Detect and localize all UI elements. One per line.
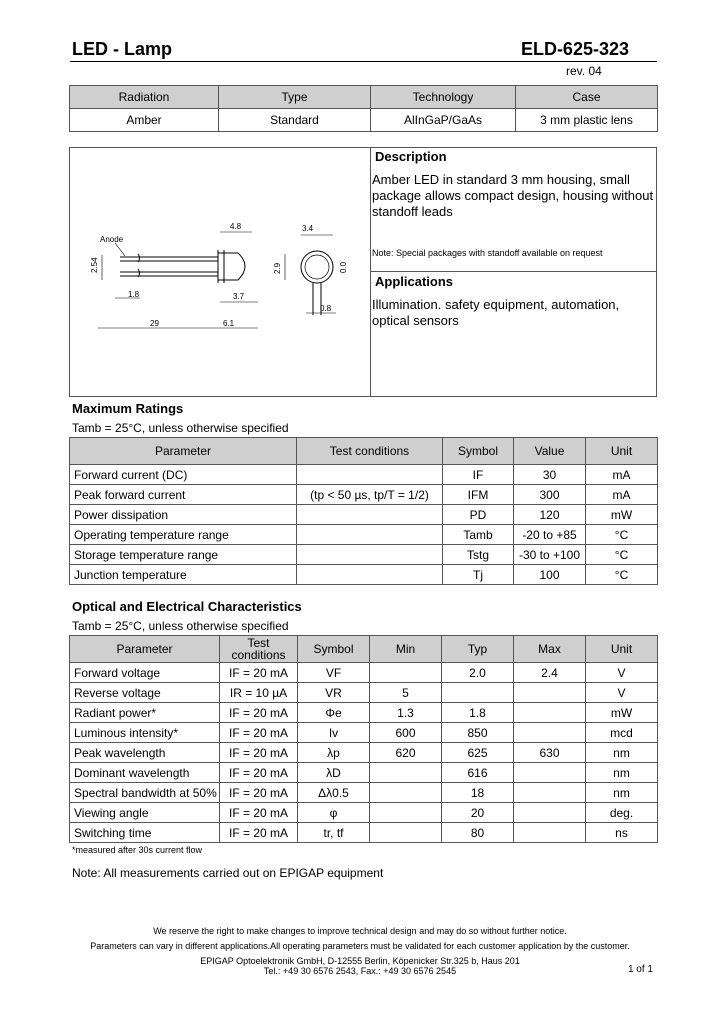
cell-param: Spectral bandwidth at 50% bbox=[70, 783, 220, 803]
cell-cond: IF = 20 mA bbox=[220, 803, 298, 823]
dim-pitch: 2.54 bbox=[90, 257, 99, 273]
cell-min bbox=[370, 823, 442, 843]
cell-value: 120 bbox=[514, 505, 586, 525]
cell-value: 100 bbox=[514, 565, 586, 585]
cell-min bbox=[370, 663, 442, 683]
cell-min bbox=[370, 783, 442, 803]
cell-cond bbox=[297, 465, 443, 485]
cell-cond bbox=[297, 565, 443, 585]
max-col-symbol: Symbol bbox=[443, 438, 514, 465]
table-row bbox=[70, 505, 658, 525]
cell-typ: 80 bbox=[442, 823, 514, 843]
cell-param: Forward voltage bbox=[70, 663, 220, 683]
cell-symbol: IFM bbox=[443, 485, 514, 505]
cell-max bbox=[514, 723, 586, 743]
dim-bottom-length: 6.1 bbox=[223, 319, 235, 328]
cell-cond bbox=[297, 545, 443, 565]
document-title: LED - Lamp bbox=[72, 39, 173, 59]
max-ratings-table bbox=[69, 437, 658, 585]
summary-col-type: Type bbox=[219, 86, 371, 109]
anode-label: Anode bbox=[100, 235, 124, 244]
cell-value: 30 bbox=[514, 465, 586, 485]
measurement-note: Note: All measurements carried out on EPIGAP equipment bbox=[72, 866, 384, 880]
opt-col-parameter: Parameter bbox=[70, 636, 220, 663]
summary-value-row bbox=[70, 109, 658, 132]
table-row bbox=[70, 545, 658, 565]
cell-max bbox=[514, 703, 586, 723]
table-row bbox=[70, 783, 658, 803]
opt-col-max: Max bbox=[514, 636, 586, 663]
cell-min bbox=[370, 763, 442, 783]
cell-symbol: λD bbox=[298, 763, 370, 783]
cell-typ: 616 bbox=[442, 763, 514, 783]
max-col-parameter: Parameter bbox=[70, 438, 297, 465]
package-drawing bbox=[80, 210, 360, 335]
cell-symbol: Iv bbox=[298, 723, 370, 743]
dim-diameter: 3.4 bbox=[302, 224, 314, 233]
cell-typ: 1.8 bbox=[442, 703, 514, 723]
cell-unit: mA bbox=[586, 485, 658, 505]
applications-heading: Applications bbox=[375, 274, 454, 289]
footer-parameters: Parameters can vary in different applications.All operating parameters must be validated for each customer application by the customer. bbox=[90, 941, 630, 951]
cell-symbol: IF bbox=[443, 465, 514, 485]
cell-typ: 625 bbox=[442, 743, 514, 763]
table-row bbox=[70, 663, 658, 683]
cell-param: Storage temperature range bbox=[70, 545, 297, 565]
opt-col-unit: Unit bbox=[586, 636, 658, 663]
dim-base-length: 3.7 bbox=[233, 292, 245, 301]
cell-max bbox=[514, 763, 586, 783]
opt-col-typ: Typ bbox=[442, 636, 514, 663]
summary-table bbox=[69, 85, 658, 132]
cell-cond: IF = 20 mA bbox=[220, 763, 298, 783]
cell-symbol: VF bbox=[298, 663, 370, 683]
table-row bbox=[70, 703, 658, 723]
cell-min: 5 bbox=[370, 683, 442, 703]
table-row bbox=[70, 763, 658, 783]
cell-value: 300 bbox=[514, 485, 586, 505]
box-horizontal-divider bbox=[370, 271, 657, 272]
cell-symbol: tr, tf bbox=[298, 823, 370, 843]
optical-condition: Tamb = 25°C, unless otherwise specified bbox=[72, 619, 289, 633]
cell-unit: deg. bbox=[586, 803, 658, 823]
cell-param: Reverse voltage bbox=[70, 683, 220, 703]
cell-param: Peak forward current bbox=[70, 485, 297, 505]
dim-side-width: 0.8 bbox=[320, 304, 332, 313]
cell-cond: IF = 20 mA bbox=[220, 703, 298, 723]
table-row bbox=[70, 465, 658, 485]
dim-body-diameter: 2.9 bbox=[273, 262, 282, 274]
summary-technology: AlInGaP/GaAs bbox=[371, 109, 516, 132]
cell-max bbox=[514, 803, 586, 823]
optical-heading: Optical and Electrical Characteristics bbox=[72, 599, 302, 614]
cell-param: Luminous intensity* bbox=[70, 723, 220, 743]
cell-unit: mA bbox=[586, 465, 658, 485]
cell-symbol: Tj bbox=[443, 565, 514, 585]
summary-col-technology: Technology bbox=[371, 86, 516, 109]
max-ratings-condition: Tamb = 25°C, unless otherwise specified bbox=[72, 421, 289, 435]
table-row bbox=[70, 683, 658, 703]
summary-type: Standard bbox=[219, 109, 371, 132]
cell-unit: °C bbox=[586, 525, 658, 545]
cell-symbol: Tamb bbox=[443, 525, 514, 545]
summary-radiation: Amber bbox=[70, 109, 219, 132]
cell-unit: mW bbox=[586, 505, 658, 525]
optical-table bbox=[69, 635, 658, 843]
header-divider bbox=[70, 61, 657, 62]
cell-unit: mW bbox=[586, 703, 658, 723]
revision-label: rev. 04 bbox=[566, 64, 602, 78]
cell-unit: nm bbox=[586, 783, 658, 803]
summary-case: 3 mm plastic lens bbox=[516, 109, 658, 132]
table-row bbox=[70, 823, 658, 843]
cell-cond bbox=[297, 525, 443, 545]
cell-cond: IF = 20 mA bbox=[220, 783, 298, 803]
cell-param: Junction temperature bbox=[70, 565, 297, 585]
cell-symbol: VR bbox=[298, 683, 370, 703]
dim-lead-length: 29 bbox=[150, 319, 159, 328]
cell-cond: IF = 20 mA bbox=[220, 823, 298, 843]
cell-param: Peak wavelength bbox=[70, 743, 220, 763]
cell-cond: (tp < 50 µs, tp/T = 1/2) bbox=[297, 485, 443, 505]
cell-unit: °C bbox=[586, 545, 658, 565]
cell-param: Switching time bbox=[70, 823, 220, 843]
max-col-unit: Unit bbox=[586, 438, 658, 465]
cell-param: Forward current (DC) bbox=[70, 465, 297, 485]
cell-min: 600 bbox=[370, 723, 442, 743]
table-row bbox=[70, 743, 658, 763]
max-ratings-header-row bbox=[70, 438, 658, 465]
cell-param: Dominant wavelength bbox=[70, 763, 220, 783]
max-col-conditions: Test conditions bbox=[297, 438, 443, 465]
dim-side-height: 0.0 bbox=[339, 261, 348, 273]
cell-unit: mcd bbox=[586, 723, 658, 743]
cell-min: 620 bbox=[370, 743, 442, 763]
optical-header-row bbox=[70, 636, 658, 663]
cell-value: -20 to +85 bbox=[514, 525, 586, 545]
summary-col-radiation: Radiation bbox=[70, 86, 219, 109]
cell-param: Viewing angle bbox=[70, 803, 220, 823]
cell-param: Radiant power* bbox=[70, 703, 220, 723]
cell-unit: nm bbox=[586, 743, 658, 763]
part-number: ELD-625-323 bbox=[520, 39, 629, 59]
cell-typ: 850 bbox=[442, 723, 514, 743]
measured-note: *measured after 30s current flow bbox=[72, 845, 203, 855]
cell-param: Power dissipation bbox=[70, 505, 297, 525]
cell-typ bbox=[442, 683, 514, 703]
cell-cond: IF = 20 mA bbox=[220, 723, 298, 743]
cell-value: -30 to +100 bbox=[514, 545, 586, 565]
box-vertical-divider bbox=[370, 147, 371, 397]
cell-cond: IF = 20 mA bbox=[220, 663, 298, 683]
opt-col-min: Min bbox=[370, 636, 442, 663]
dim-lead-width: 1.8 bbox=[128, 290, 140, 299]
cell-symbol: Δλ0.5 bbox=[298, 783, 370, 803]
footer-contact: Tel.: +49 30 6576 2543, Fax.: +49 30 6576 2545 bbox=[263, 966, 457, 976]
footer-address: EPIGAP Optoelektronik GmbH, D-12555 Berlin, Köpenicker Str.325 b, Haus 201 bbox=[200, 956, 520, 966]
table-row bbox=[70, 525, 658, 545]
description-note: Note: Special packages with standoff available on request bbox=[372, 248, 603, 258]
cell-typ: 18 bbox=[442, 783, 514, 803]
cell-symbol: φ bbox=[298, 803, 370, 823]
table-row bbox=[70, 723, 658, 743]
cell-symbol: PD bbox=[443, 505, 514, 525]
cell-min: 1.3 bbox=[370, 703, 442, 723]
cell-cond bbox=[297, 505, 443, 525]
summary-header-row bbox=[70, 86, 658, 109]
page-number: 1 of 1 bbox=[627, 964, 653, 975]
cell-unit: °C bbox=[586, 565, 658, 585]
opt-col-conditions: Test conditions bbox=[220, 636, 298, 663]
footer-disclaimer: We reserve the right to make changes to improve technical design and may do so without further notice. bbox=[153, 926, 567, 936]
cell-max bbox=[514, 823, 586, 843]
cell-max bbox=[514, 783, 586, 803]
cell-param: Operating temperature range bbox=[70, 525, 297, 545]
dim-body-length: 4.8 bbox=[230, 222, 242, 231]
applications-text: Illumination. safety equipment, automation, optical sensors bbox=[372, 297, 620, 328]
summary-col-case: Case bbox=[516, 86, 658, 109]
opt-col-symbol: Symbol bbox=[298, 636, 370, 663]
max-ratings-heading: Maximum Ratings bbox=[72, 401, 184, 416]
cell-max: 630 bbox=[514, 743, 586, 763]
cell-min bbox=[370, 803, 442, 823]
cell-typ: 2.0 bbox=[442, 663, 514, 683]
cell-symbol: λp bbox=[298, 743, 370, 763]
table-row bbox=[70, 485, 658, 505]
cell-symbol: Φe bbox=[298, 703, 370, 723]
description-heading: Description bbox=[375, 149, 447, 164]
table-row bbox=[70, 803, 658, 823]
cell-max bbox=[514, 683, 586, 703]
table-row bbox=[70, 565, 658, 585]
description-text: Amber LED in standard 3 mm housing, small package allows compact design, housing without standoff leads bbox=[372, 172, 654, 219]
cell-unit: V bbox=[586, 663, 658, 683]
max-col-value: Value bbox=[514, 438, 586, 465]
cell-unit: V bbox=[586, 683, 658, 703]
cell-max: 2.4 bbox=[514, 663, 586, 683]
cell-typ: 20 bbox=[442, 803, 514, 823]
cell-unit: ns bbox=[586, 823, 658, 843]
cell-cond: IR = 10 µA bbox=[220, 683, 298, 703]
cell-unit: nm bbox=[586, 763, 658, 783]
cell-symbol: Tstg bbox=[443, 545, 514, 565]
cell-cond: IF = 20 mA bbox=[220, 743, 298, 763]
